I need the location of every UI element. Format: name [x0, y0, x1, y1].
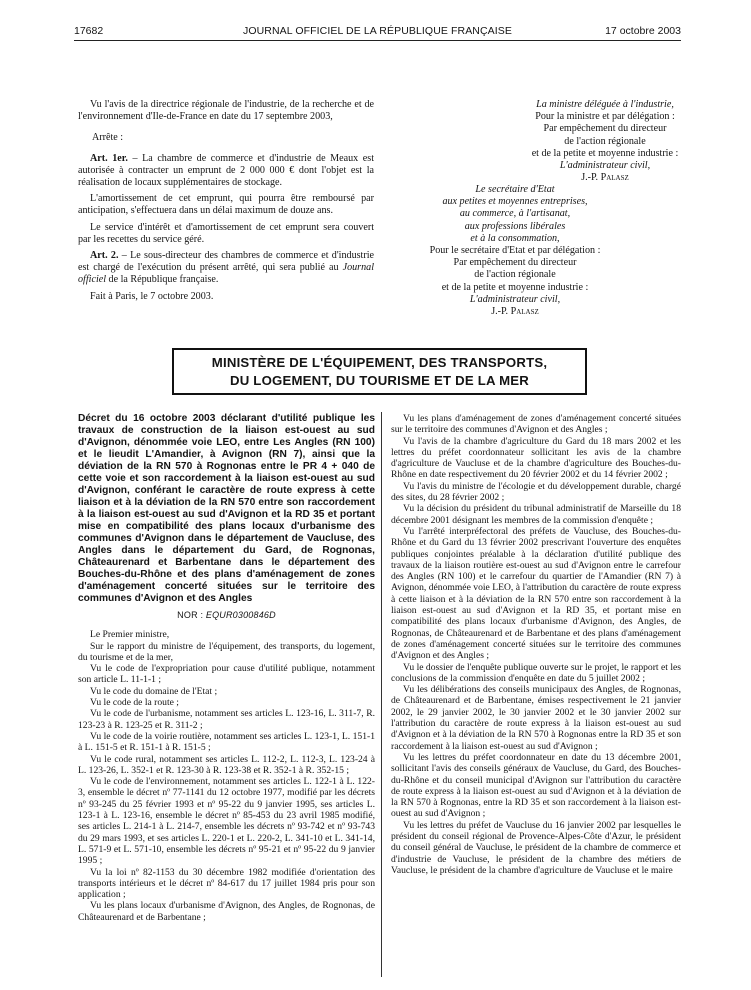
- sig2-line: aux professions libérales: [464, 220, 566, 232]
- decree-visa: Vu la loi nº 82-1153 du 30 décembre 1982 modifiée d'orientation des transports intérieurs et le décret nº 84-617 du 17 juillet 1984 pris pour son application ;: [78, 866, 375, 901]
- sig2-line: aux petites et moyennes entreprises,: [442, 196, 588, 208]
- decree-visa: Vu les plans d'aménagement de zones d'aménagement concerté situées sur le territoire des communes d'Avignon et des Angles ;: [391, 413, 681, 436]
- decree-visa: Vu le code de la voirie routière, notamment ses articles L. 123-1, L. 151-1 à L. 151-5 et R. 151-1 à R. 151-5 ;: [78, 730, 375, 754]
- arrete-heading: Arrête :: [92, 132, 124, 144]
- article-1-label: Art. 1er.: [90, 152, 128, 164]
- decree-left-column: [78, 413, 375, 923]
- sig2-line: Pour le secrétaire d'Etat et par délégation :: [429, 245, 601, 257]
- decree-visa: Vu l'arrêté interpréfectoral des préfets de Vaucluse, des Bouches-du-Rhône et du Gard du 13 février 2002 prescrivant l'ouverture des enquêtes publiques conjointes préalable à la déclaration d'utilité publique des travaux de la liaison routière est-ouest au sud d'Avignon entre le carrefour des Angles (RN 100) et le carrefour du quartier de l'Amandier (RN 7) à Avignon, dénommée voie LEO, à l'attribution du caractère de route express à cette liaison et à la déviation de la RN 570 entre son raccordement à la liaison est-ouest au sud d'Avignon et la RD 35, et portant mise en compatibilité des plans locaux d'urbanisme d'Avignon, des Angles, de Rognonas, de Châteaurenard et de Barbentane et des plans d'aménagement de zones d'aménagement concerté situées sur le territoire des communes d'Avignon et des Angles ;: [391, 525, 681, 662]
- article-2-text-b: de la République française.: [106, 274, 219, 286]
- decree-visa: Vu l'avis du ministre de l'écologie et du développement durable, chargé des sites, du 28 février 2002 ;: [391, 480, 681, 504]
- sig2-line: Par empêchement du directeur: [453, 257, 577, 269]
- decree-visa: Vu le code de l'urbanisme, notamment ses articles L. 123-16, L. 311-7, R. 123-23 à R. 123-25 et R. 311-2 ;: [78, 708, 375, 731]
- decree-visa: Vu la décision du président du tribunal administratif de Marseille du 18 décembre 2001 désignant les membres de la commission d'enquête ;: [391, 503, 681, 526]
- article-2: [78, 250, 374, 287]
- article-1-service: Le service d'intérêt et d'amortissement de cet emprunt sera couvert par les recettes du service géré.: [78, 221, 374, 245]
- decree-visa: Vu les délibérations des conseils municipaux des Angles, de Rognonas, de Châteaurenard et de Barbentane, émises respectivement le 21 janvier 2002, le 29 janvier 2002, le 30 janvier 2002 et le 30 janvier 2002 sur l'attribution du caractère de route express à la liaison est-ouest au sud d'Avignon et à la déviation de la RN 570 à Rognonas entre la RD 35 et son raccordement à la liaison est-ouest au sud d'Avignon ;: [391, 684, 681, 752]
- article-2-journal: Journal officiel: [78, 262, 374, 286]
- running-header: [74, 25, 681, 39]
- sig2-title: Le secrétaire d'Etat: [475, 184, 555, 195]
- article-2-label: Art. 2.: [90, 250, 119, 262]
- article-1-amortization: L'amortissement de cet emprunt, qui pourra être remboursé par anticipation, s'effectuera dans un délai maximum de douze ans.: [78, 193, 374, 217]
- decree-visa: Vu le code de la route ;: [90, 697, 179, 709]
- sig1-line: Par empêchement du directeur: [543, 123, 667, 135]
- decree-visa: Vu l'avis de la chambre d'agriculture du Gard du 18 mars 2002 et les lettres du préfet coordonnateur sollicitant les avis de la chambre d'agriculture de Vaucluse et de la chambre d'agriculture des Bouches-du-Rhône en date respectivement du 20 février 2002 et du 14 février 2002 ;: [391, 435, 681, 481]
- decree-right-column: [391, 413, 681, 876]
- decree-visa: Sur le rapport du ministre de l'équipement, des transports, du logement, du tourisme et de la mer,: [78, 640, 375, 663]
- ministry-heading-box: [172, 348, 587, 395]
- ministry-line-2: DU LOGEMENT, DU TOURISME ET DE LA MER: [230, 373, 529, 388]
- sig1-title: La ministre déléguée à l'industrie,: [536, 99, 674, 110]
- decree-visa: Vu les lettres du préfet de Vaucluse du 16 janvier 2002 par lesquelles le président du conseil régional de Provence-Alpes-Côte d'Azur, le président du conseil général de Vaucluse, le président de la chambre de commerce et d'industrie de Vaucluse, le président de la chambre des métiers de Vaucluse, le président de la chambre d'agriculture de Vaucluse et le maire: [391, 819, 681, 876]
- ministry-line-1: MINISTÈRE DE L'ÉQUIPEMENT, DES TRANSPORTS,: [211, 355, 548, 370]
- decree-visa: Vu les plans locaux d'urbanisme d'Avignon, des Angles, de Rognonas, de Châteaurenard et de Barbentane ;: [78, 900, 375, 923]
- sig1-line: Pour la ministre et par délégation :: [535, 111, 675, 123]
- signature-block-secretary: [400, 184, 630, 318]
- nor-reference: [78, 610, 375, 621]
- sig2-line: et de la petite et moyenne industrie :: [441, 281, 589, 293]
- arrete-column: [78, 99, 374, 303]
- decree-visa: Vu le dossier de l'enquête publique ouverte sur le projet, le rapport et les conclusions de la commission d'enquête en date du 5 juillet 2002 ;: [391, 661, 681, 684]
- journal-title: JOURNAL OFFICIEL DE LA RÉPUBLIQUE FRANÇAISE: [243, 25, 512, 37]
- signed-place-date: Fait à Paris, le 7 octobre 2003.: [90, 290, 214, 302]
- decree-visa: Vu le code de l'environnement, notamment ses articles L. 122-1 à L. 122-3, ensemble le décret nº 77-1141 du 12 octobre 1977, modifié par les décrets nº 93-245 du 25 février 1993 et nº 95-22 du 9 janvier 1995, ses articles L. 123-1 à L. 123-16, ensemble le décret nº 85-453 du 23 avril 1985 modifié, ses articles L. 214-1 à L. 214-7, ensemble les décrets nº 93-742 et nº 93-743 du 29 mars 1993, et ses articles L. 220-1 et L. 220-2, L. 341-10 et L. 341-14, L. 571-9 et L. 571-10, ensemble les décrets nº 95-21 et nº 95-22 du 9 janvier 1995 ;: [78, 776, 375, 867]
- sig2-role: L'administrateur civil,: [469, 293, 561, 305]
- decree-title: Décret du 16 octobre 2003 déclarant d'utilité publique les travaux de construction de la liaison est-ouest au sud d'Avignon, dénommée voie LEO, entre Les Angles (RN 100) et le lieudit L'Amandier, à Avignon (RN 7), ainsi que la déviation de la RN 570 à Rognonas entre le PR 4 + 040 de cette voie et son raccordement à la liaison est-ouest au sud d'Avignon, conférant le caractère de route express à cette liaison et à la déviation de la RN 570 entre son raccordement à la liaison est-ouest au sud d'Avignon et la RD 35 et portant mise en compatibilité des plans locaux d'urbanisme des communes d'Avignon dans le département de Vaucluse, des Angles dans le département du Gard, de Rognonas, Châteaurenard et Barbentane dans le département des Bouches-du-Rhône et des plans d'aménagement de zones d'aménagement concerté situées sur le territoire des communes d'Avignon et des Angles: [78, 413, 375, 604]
- nor-label: NOR :: [177, 610, 206, 620]
- article-1-text: – La chambre de commerce et d'industrie de Meaux est autorisée à contracter un emprunt de 2 000 000 € dont l'objet est la réalisation de locaux supplémentaires de stockage.: [78, 152, 375, 189]
- page-number: 17682: [74, 25, 104, 37]
- article-2-text-a: – Le sous-directeur des chambres de commerce et d'industrie est chargé de l'exécution du présent arrêté, qui sera publié au: [78, 250, 374, 274]
- sig2-name: J.-P. Palasz: [491, 306, 539, 318]
- sig2-line: et à la consommation,: [470, 232, 560, 244]
- decree-visa: Vu le code du domaine de l'Etat ;: [90, 685, 218, 697]
- decree-visa: Vu le code de l'expropriation pour cause d'utilité publique, notamment son article L. 11-1-1 ;: [78, 663, 375, 686]
- decree-visa: Vu les lettres du préfet coordonnateur en date du 13 décembre 2001, sollicitant l'avis des conseils généraux de Vaucluse, du Gard, des Bouches-du-Rhône et du conseil municipal d'Avignon sur l'attribution du caractère de route express à la liaison est-ouest au sud d'Avignon et à la déviation de la RN 570 à Rognonas, entre la RD 35 et son raccordement à la liaison est-ouest au sud d'Avignon ;: [391, 751, 681, 820]
- sig1-role: L'administrateur civil,: [559, 160, 651, 172]
- visa-paragraph: Vu l'avis de la directrice régionale de l'industrie, de la recherche et de l'environnement d'Ile-de-France en date du 17 septembre 2003,: [78, 99, 374, 123]
- sig1-name: J.-P. Palasz: [581, 172, 629, 184]
- signature-block-minister: [490, 99, 720, 184]
- decree-visa: Le Premier ministre,: [90, 629, 170, 641]
- decree-visa: Vu le code rural, notamment ses articles L. 112-2, L. 112-3, L. 123-24 à L. 123-26, L. 352-1 et R. 123-30 à R. 123-38 et R. 352-1 à R. 352-15 ;: [78, 753, 375, 776]
- nor-code: EQUR0300846D: [205, 610, 276, 620]
- article-1: [78, 153, 374, 190]
- sig2-line: au commerce, à l'artisanat,: [459, 208, 571, 220]
- header-rule: [74, 40, 681, 41]
- sig1-line: de l'action régionale: [564, 135, 646, 147]
- column-divider: [381, 412, 382, 977]
- issue-date: 17 octobre 2003: [605, 25, 681, 37]
- sig2-line: de l'action régionale: [474, 269, 556, 281]
- sig1-line: et de la petite et moyenne industrie :: [531, 147, 679, 159]
